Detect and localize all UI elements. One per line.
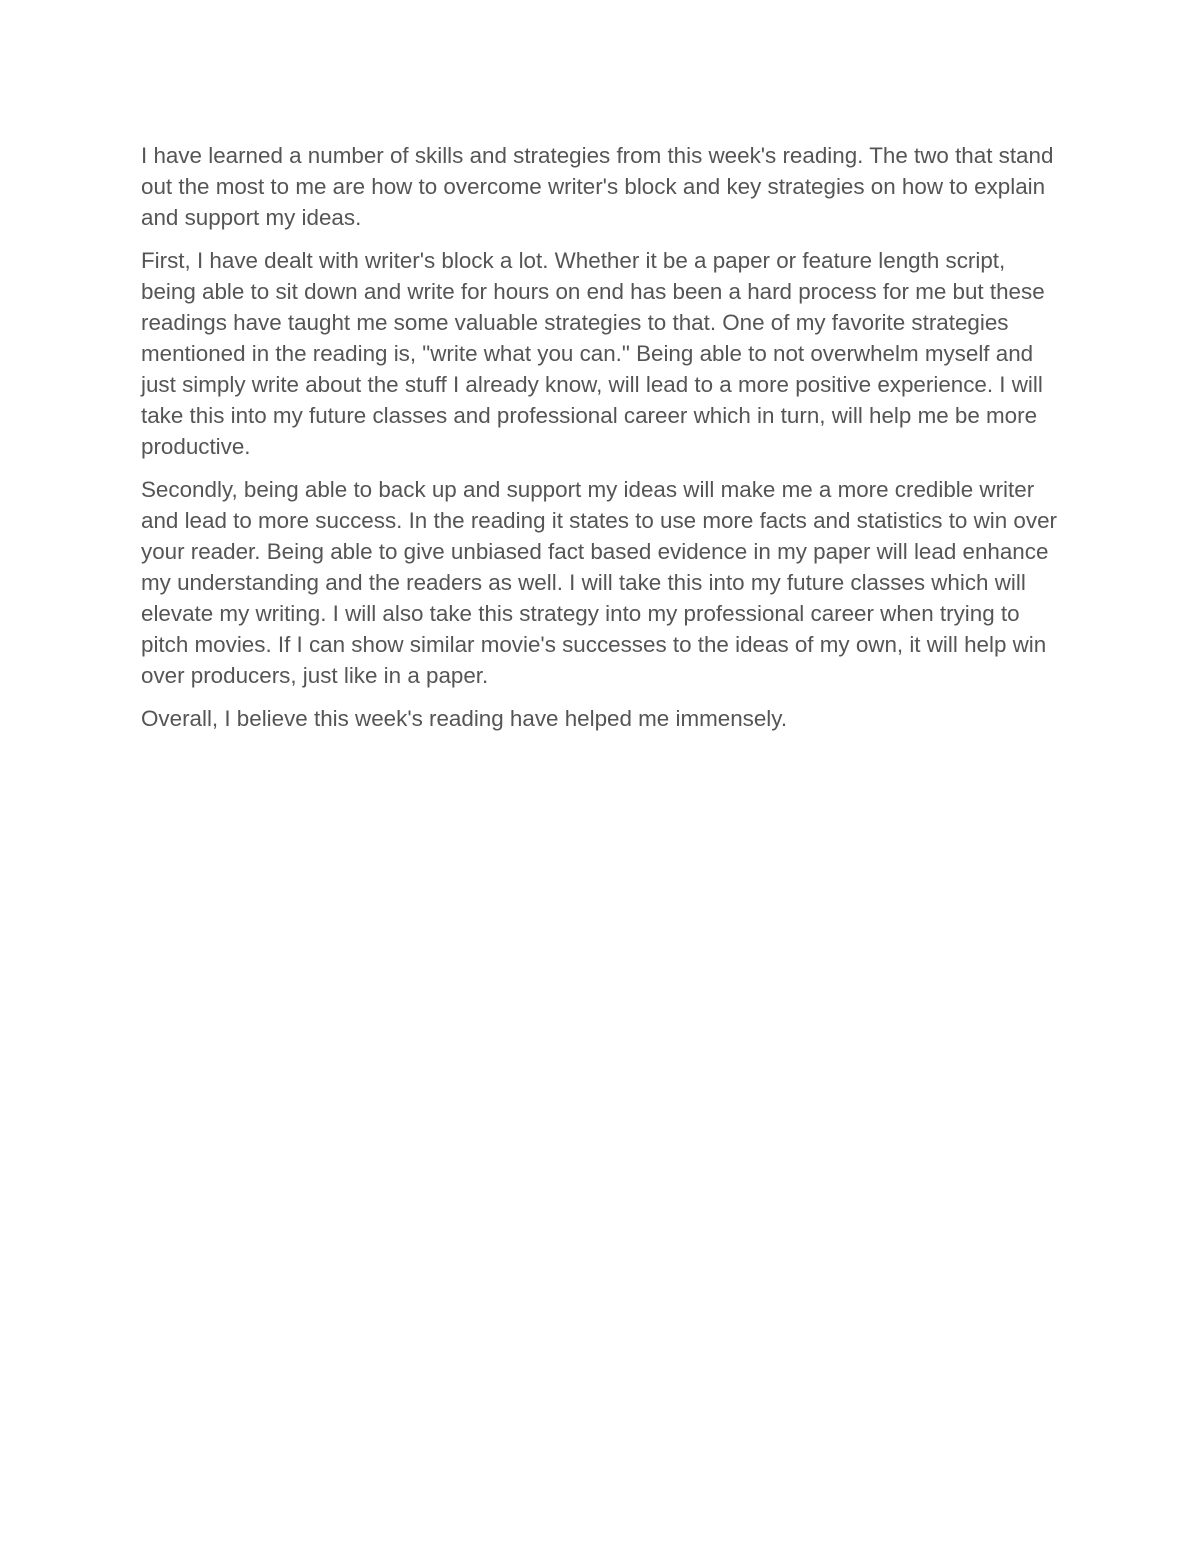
document-body (141, 140, 1063, 746)
paragraph-support-ideas: Secondly, being able to back up and support my ideas will make me a more credible writer and lead to more success. In the reading it states to use more facts and statistics to win over your reader. Being able to give unbiased fact based evidence in my paper will lead enhance my understanding and the readers as well. I will take this into my future classes which will elevate my writing. I will also take this strategy into my professional career when trying to pitch movies. If I can show similar movie's successes to the ideas of my own, it will help win over producers, just like in a paper. (141, 477, 1057, 688)
paragraph-conclusion: Overall, I believe this week's reading have helped me immensely. (141, 706, 788, 731)
paragraph-intro: I have learned a number of skills and strategies from this week's reading. The two that stand out the most to me are how to overcome writer's block and key strategies on how to explain and support my ideas. (141, 143, 1054, 230)
paragraph-writers-block: First, I have dealt with writer's block a lot. Whether it be a paper or feature length script, being able to sit down and write for hours on end has been a hard process for me but these readings have taught me some valuable strategies to that. One of my favorite strategies mentioned in the reading is, "write what you can." Being able to not overwhelm myself and just simply write about the stuff I already know, will lead to a more positive experience. I will take this into my future classes and professional career which in turn, will help me be more productive. (141, 248, 1045, 459)
